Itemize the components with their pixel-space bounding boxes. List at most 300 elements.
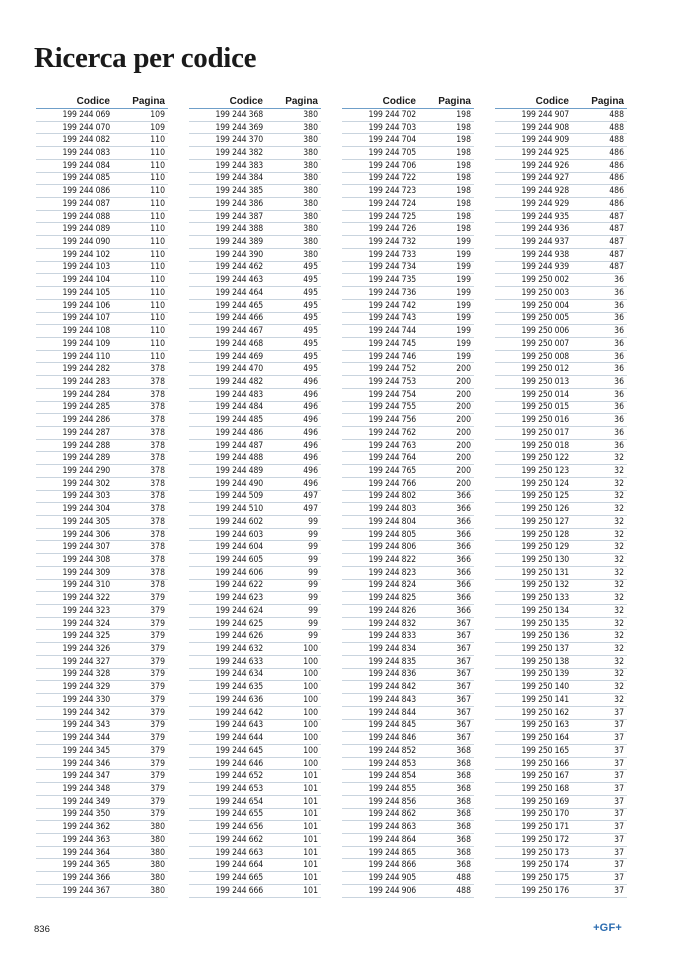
code-cell: 199 244 743 [368,313,416,324]
table-row [495,669,627,682]
page-cell: 496 [303,376,318,387]
page-cell: 101 [303,809,318,820]
table-row [342,529,474,542]
page-cell: 495 [303,364,318,375]
table-row [342,402,474,415]
table-row [36,503,168,516]
page-cell: 110 [150,262,165,273]
page-cell: 367 [456,707,471,718]
code-cell: 199 244 486 [215,427,263,438]
code-cell: 199 244 485 [215,415,263,426]
table-row [342,465,474,478]
page-cell: 486 [609,186,624,197]
table-row [495,694,627,707]
table-row [495,109,627,122]
page-cell: 200 [456,440,471,451]
table-row [189,147,321,160]
page-cell: 380 [150,834,165,845]
column-header [189,94,321,109]
table-row [36,325,168,338]
page-header: Pagina [591,96,624,107]
page-cell: 379 [150,631,165,642]
table-row [36,134,168,147]
page-cell: 367 [456,656,471,667]
page-cell: 497 [303,504,318,515]
table-row [342,669,474,682]
table-row [342,872,474,885]
table-row [189,452,321,465]
code-cell: 199 244 705 [368,148,416,159]
table-row [189,173,321,186]
table-row [342,249,474,262]
table-row [189,211,321,224]
page-cell: 36 [614,389,624,400]
code-cell: 199 244 303 [62,491,110,502]
table-row [36,198,168,211]
code-cell: 199 244 484 [215,402,263,413]
table-row [189,262,321,275]
page-cell: 110 [150,326,165,337]
code-cell: 199 244 624 [215,605,263,616]
code-cell: 199 244 929 [521,198,569,209]
page-cell: 486 [609,173,624,184]
page-cell: 199 [456,275,471,286]
page-cell: 37 [614,860,624,871]
code-cell: 199 250 138 [521,656,569,667]
code-cell: 199 250 139 [521,669,569,680]
table-row [342,325,474,338]
table-row [342,440,474,453]
table-row [342,287,474,300]
page-cell: 488 [456,885,471,896]
code-cell: 199 244 702 [368,109,416,120]
code-cell: 199 244 866 [368,860,416,871]
code-cell: 199 244 864 [368,834,416,845]
code-cell: 199 250 017 [521,427,569,438]
code-cell: 199 244 603 [215,529,263,540]
code-cell: 199 244 307 [62,542,110,553]
page-cell: 110 [150,173,165,184]
table-row [342,541,474,554]
table-row [189,134,321,147]
page-cell: 380 [303,237,318,248]
page-cell: 100 [303,720,318,731]
table-row [495,809,627,822]
code-cell: 199 250 002 [521,275,569,286]
page-cell: 36 [614,440,624,451]
table-row [36,720,168,733]
table-row [36,300,168,313]
code-cell: 199 244 834 [368,644,416,655]
page-cell: 378 [150,465,165,476]
table-row [189,859,321,872]
table-row [495,147,627,160]
table-row [342,300,474,313]
page-cell: 488 [609,109,624,120]
code-cell: 199 244 325 [62,631,110,642]
table-row [189,440,321,453]
code-cell: 199 250 164 [521,733,569,744]
page-cell: 380 [150,847,165,858]
page-cell: 199 [456,287,471,298]
code-cell: 199 244 103 [62,262,110,273]
table-row [495,313,627,326]
table-row [342,809,474,822]
table-row [495,707,627,720]
table-row [495,236,627,249]
page-cell: 32 [614,465,624,476]
table-row [36,541,168,554]
code-cell: 199 244 763 [368,440,416,451]
code-cell: 199 250 004 [521,300,569,311]
code-cell: 199 244 069 [62,109,110,120]
page-cell: 37 [614,707,624,718]
code-cell: 199 244 845 [368,720,416,731]
page-cell: 110 [150,338,165,349]
page-cell: 366 [456,580,471,591]
table-row [36,122,168,135]
code-cell: 199 244 390 [215,249,263,260]
table-row [495,402,627,415]
code-cell: 199 250 166 [521,758,569,769]
code-cell: 199 250 175 [521,872,569,883]
page-cell: 99 [308,605,318,616]
page-cell: 379 [150,644,165,655]
code-cell: 199 250 124 [521,478,569,489]
page-cell: 487 [609,224,624,235]
table-row [36,427,168,440]
page-cell: 198 [456,160,471,171]
page-cell: 379 [150,669,165,680]
page-cell: 366 [456,593,471,604]
table-row [342,147,474,160]
code-cell: 199 244 388 [215,224,263,235]
page-cell: 366 [456,491,471,502]
table-row [495,287,627,300]
code-cell: 199 244 842 [368,682,416,693]
table-row [342,427,474,440]
page-cell: 199 [456,326,471,337]
page-cell: 380 [303,186,318,197]
code-cell: 199 244 284 [62,389,110,400]
code-cell: 199 244 643 [215,720,263,731]
table-row [495,351,627,364]
code-cell: 199 244 822 [368,555,416,566]
table-row [36,669,168,682]
table-row [495,491,627,504]
table-row [189,363,321,376]
page-cell: 496 [303,402,318,413]
table-row [189,821,321,834]
page-cell: 37 [614,872,624,883]
page-cell: 36 [614,402,624,413]
page-cell: 32 [614,605,624,616]
table-row [495,198,627,211]
table-row [36,338,168,351]
page-cell: 101 [303,796,318,807]
table-row [36,618,168,631]
table-row [189,465,321,478]
code-cell: 199 244 653 [215,783,263,794]
code-cell: 199 244 862 [368,809,416,820]
page-cell: 495 [303,275,318,286]
page-cell: 380 [150,822,165,833]
page-cell: 378 [150,504,165,515]
page-cell: 110 [150,237,165,248]
table-row [36,414,168,427]
page-cell: 32 [614,631,624,642]
table-row [342,656,474,669]
page-cell: 37 [614,733,624,744]
page-cell: 378 [150,440,165,451]
code-cell: 199 250 123 [521,465,569,476]
index-column-1 [36,94,168,898]
page-cell: 32 [614,504,624,515]
table-row [495,618,627,631]
code-cell: 199 244 510 [215,504,263,515]
code-cell: 199 250 003 [521,287,569,298]
page-cell: 37 [614,834,624,845]
page-cell: 32 [614,593,624,604]
table-row [36,491,168,504]
code-cell: 199 244 282 [62,364,110,375]
page-cell: 109 [150,122,165,133]
code-cell: 199 244 856 [368,796,416,807]
table-row [495,758,627,771]
table-row [189,274,321,287]
page-cell: 379 [150,733,165,744]
code-cell: 199 244 726 [368,224,416,235]
page-cell: 380 [303,211,318,222]
table-row [36,173,168,186]
table-row [342,847,474,860]
table-row [36,147,168,160]
table-row [189,478,321,491]
table-row [36,821,168,834]
page-cell: 488 [456,872,471,883]
page-cell: 496 [303,389,318,400]
page-cell: 101 [303,885,318,896]
table-row [495,859,627,872]
table-row [189,223,321,236]
table-row [189,580,321,593]
code-cell: 199 244 309 [62,567,110,578]
table-row [495,783,627,796]
table-row [36,796,168,809]
code-cell: 199 244 766 [368,478,416,489]
page-cell: 200 [456,453,471,464]
page-cell: 32 [614,656,624,667]
code-cell: 199 244 652 [215,771,263,782]
code-cell: 199 244 090 [62,237,110,248]
page-cell: 487 [609,237,624,248]
table-row [189,325,321,338]
code-cell: 199 244 327 [62,656,110,667]
page-cell: 32 [614,555,624,566]
page-cell: 487 [609,262,624,273]
table-row [189,516,321,529]
code-cell: 199 250 128 [521,529,569,540]
table-row [189,707,321,720]
code-cell: 199 244 383 [215,160,263,171]
table-row [495,732,627,745]
page-cell: 110 [150,224,165,235]
table-row [342,503,474,516]
code-cell: 199 244 328 [62,669,110,680]
page-cell: 199 [456,300,471,311]
code-cell: 199 250 015 [521,402,569,413]
table-row [342,109,474,122]
code-cell: 199 244 305 [62,516,110,527]
page-cell: 37 [614,758,624,769]
table-row [189,720,321,733]
page-cell: 110 [150,186,165,197]
table-row [189,796,321,809]
code-cell: 199 250 125 [521,491,569,502]
code-cell: 199 244 102 [62,249,110,260]
table-row [189,122,321,135]
page-cell: 496 [303,440,318,451]
table-row [495,885,627,898]
code-cell: 199 244 855 [368,783,416,794]
code-cell: 199 244 285 [62,402,110,413]
page-cell: 100 [303,682,318,693]
code-cell: 199 244 745 [368,338,416,349]
table-row [495,656,627,669]
table-row [189,287,321,300]
page-cell: 368 [456,783,471,794]
code-cell: 199 250 165 [521,745,569,756]
code-cell: 199 244 308 [62,555,110,566]
page-cell: 37 [614,809,624,820]
page-cell: 378 [150,516,165,527]
code-cell: 199 250 137 [521,644,569,655]
code-cell: 199 244 832 [368,618,416,629]
table-row [189,681,321,694]
page-cell: 198 [456,109,471,120]
table-row [189,541,321,554]
page-cell: 37 [614,796,624,807]
code-cell: 199 244 746 [368,351,416,362]
code-cell: 199 244 306 [62,529,110,540]
code-cell: 199 244 846 [368,733,416,744]
code-cell: 199 244 926 [521,160,569,171]
page-cell: 99 [308,593,318,604]
table-row [36,732,168,745]
code-cell: 199 244 662 [215,834,263,845]
code-cell: 199 244 487 [215,440,263,451]
page-cell: 99 [308,618,318,629]
code-cell: 199 244 490 [215,478,263,489]
table-row [189,491,321,504]
page-cell: 36 [614,326,624,337]
code-cell: 199 244 463 [215,275,263,286]
table-row [189,389,321,402]
table-row [189,770,321,783]
code-cell: 199 244 083 [62,148,110,159]
page-cell: 200 [456,465,471,476]
code-cell: 199 244 363 [62,834,110,845]
page-cell: 101 [303,860,318,871]
table-row [189,198,321,211]
page-cell: 110 [150,148,165,159]
code-cell: 199 244 938 [521,249,569,260]
table-row [189,783,321,796]
code-cell: 199 244 936 [521,224,569,235]
code-header: Codice [382,96,416,107]
table-row [342,389,474,402]
table-row [342,694,474,707]
page-cell: 366 [456,555,471,566]
table-row [495,300,627,313]
code-header: Codice [76,96,110,107]
code-cell: 199 250 136 [521,631,569,642]
code-cell: 199 250 176 [521,885,569,896]
page-cell: 100 [303,644,318,655]
table-row [495,592,627,605]
page-cell: 100 [303,745,318,756]
page-cell: 198 [456,148,471,159]
page-cell: 380 [303,198,318,209]
code-cell: 199 244 852 [368,745,416,756]
table-row [342,134,474,147]
page-cell: 496 [303,465,318,476]
table-row [342,707,474,720]
code-cell: 199 244 764 [368,453,416,464]
page-cell: 101 [303,822,318,833]
page-cell: 200 [456,376,471,387]
page-cell: 32 [614,516,624,527]
page-cell: 36 [614,300,624,311]
table-row [342,211,474,224]
page-cell: 378 [150,529,165,540]
page-cell: 36 [614,338,624,349]
code-cell: 199 244 836 [368,669,416,680]
code-cell: 199 250 006 [521,326,569,337]
page-cell: 37 [614,783,624,794]
page-cell: 378 [150,376,165,387]
page-cell: 199 [456,338,471,349]
page-cell: 378 [150,415,165,426]
code-cell: 199 244 108 [62,326,110,337]
table-row [495,681,627,694]
table-row [342,567,474,580]
table-row [342,859,474,872]
page-cell: 198 [456,198,471,209]
page-cell: 99 [308,555,318,566]
page-cell: 367 [456,682,471,693]
page-cell: 380 [303,148,318,159]
table-row [342,274,474,287]
code-cell: 199 250 170 [521,809,569,820]
page-cell: 200 [456,478,471,489]
table-row [36,109,168,122]
table-row [495,529,627,542]
code-cell: 199 250 167 [521,771,569,782]
table-row [342,376,474,389]
table-row [36,274,168,287]
code-cell: 199 244 109 [62,338,110,349]
page-cell: 101 [303,847,318,858]
code-cell: 199 244 706 [368,160,416,171]
code-cell: 199 250 126 [521,504,569,515]
table-row [189,592,321,605]
table-row [495,478,627,491]
table-row [342,173,474,186]
code-cell: 199 244 909 [521,135,569,146]
page-cell: 37 [614,771,624,782]
code-cell: 199 244 470 [215,364,263,375]
